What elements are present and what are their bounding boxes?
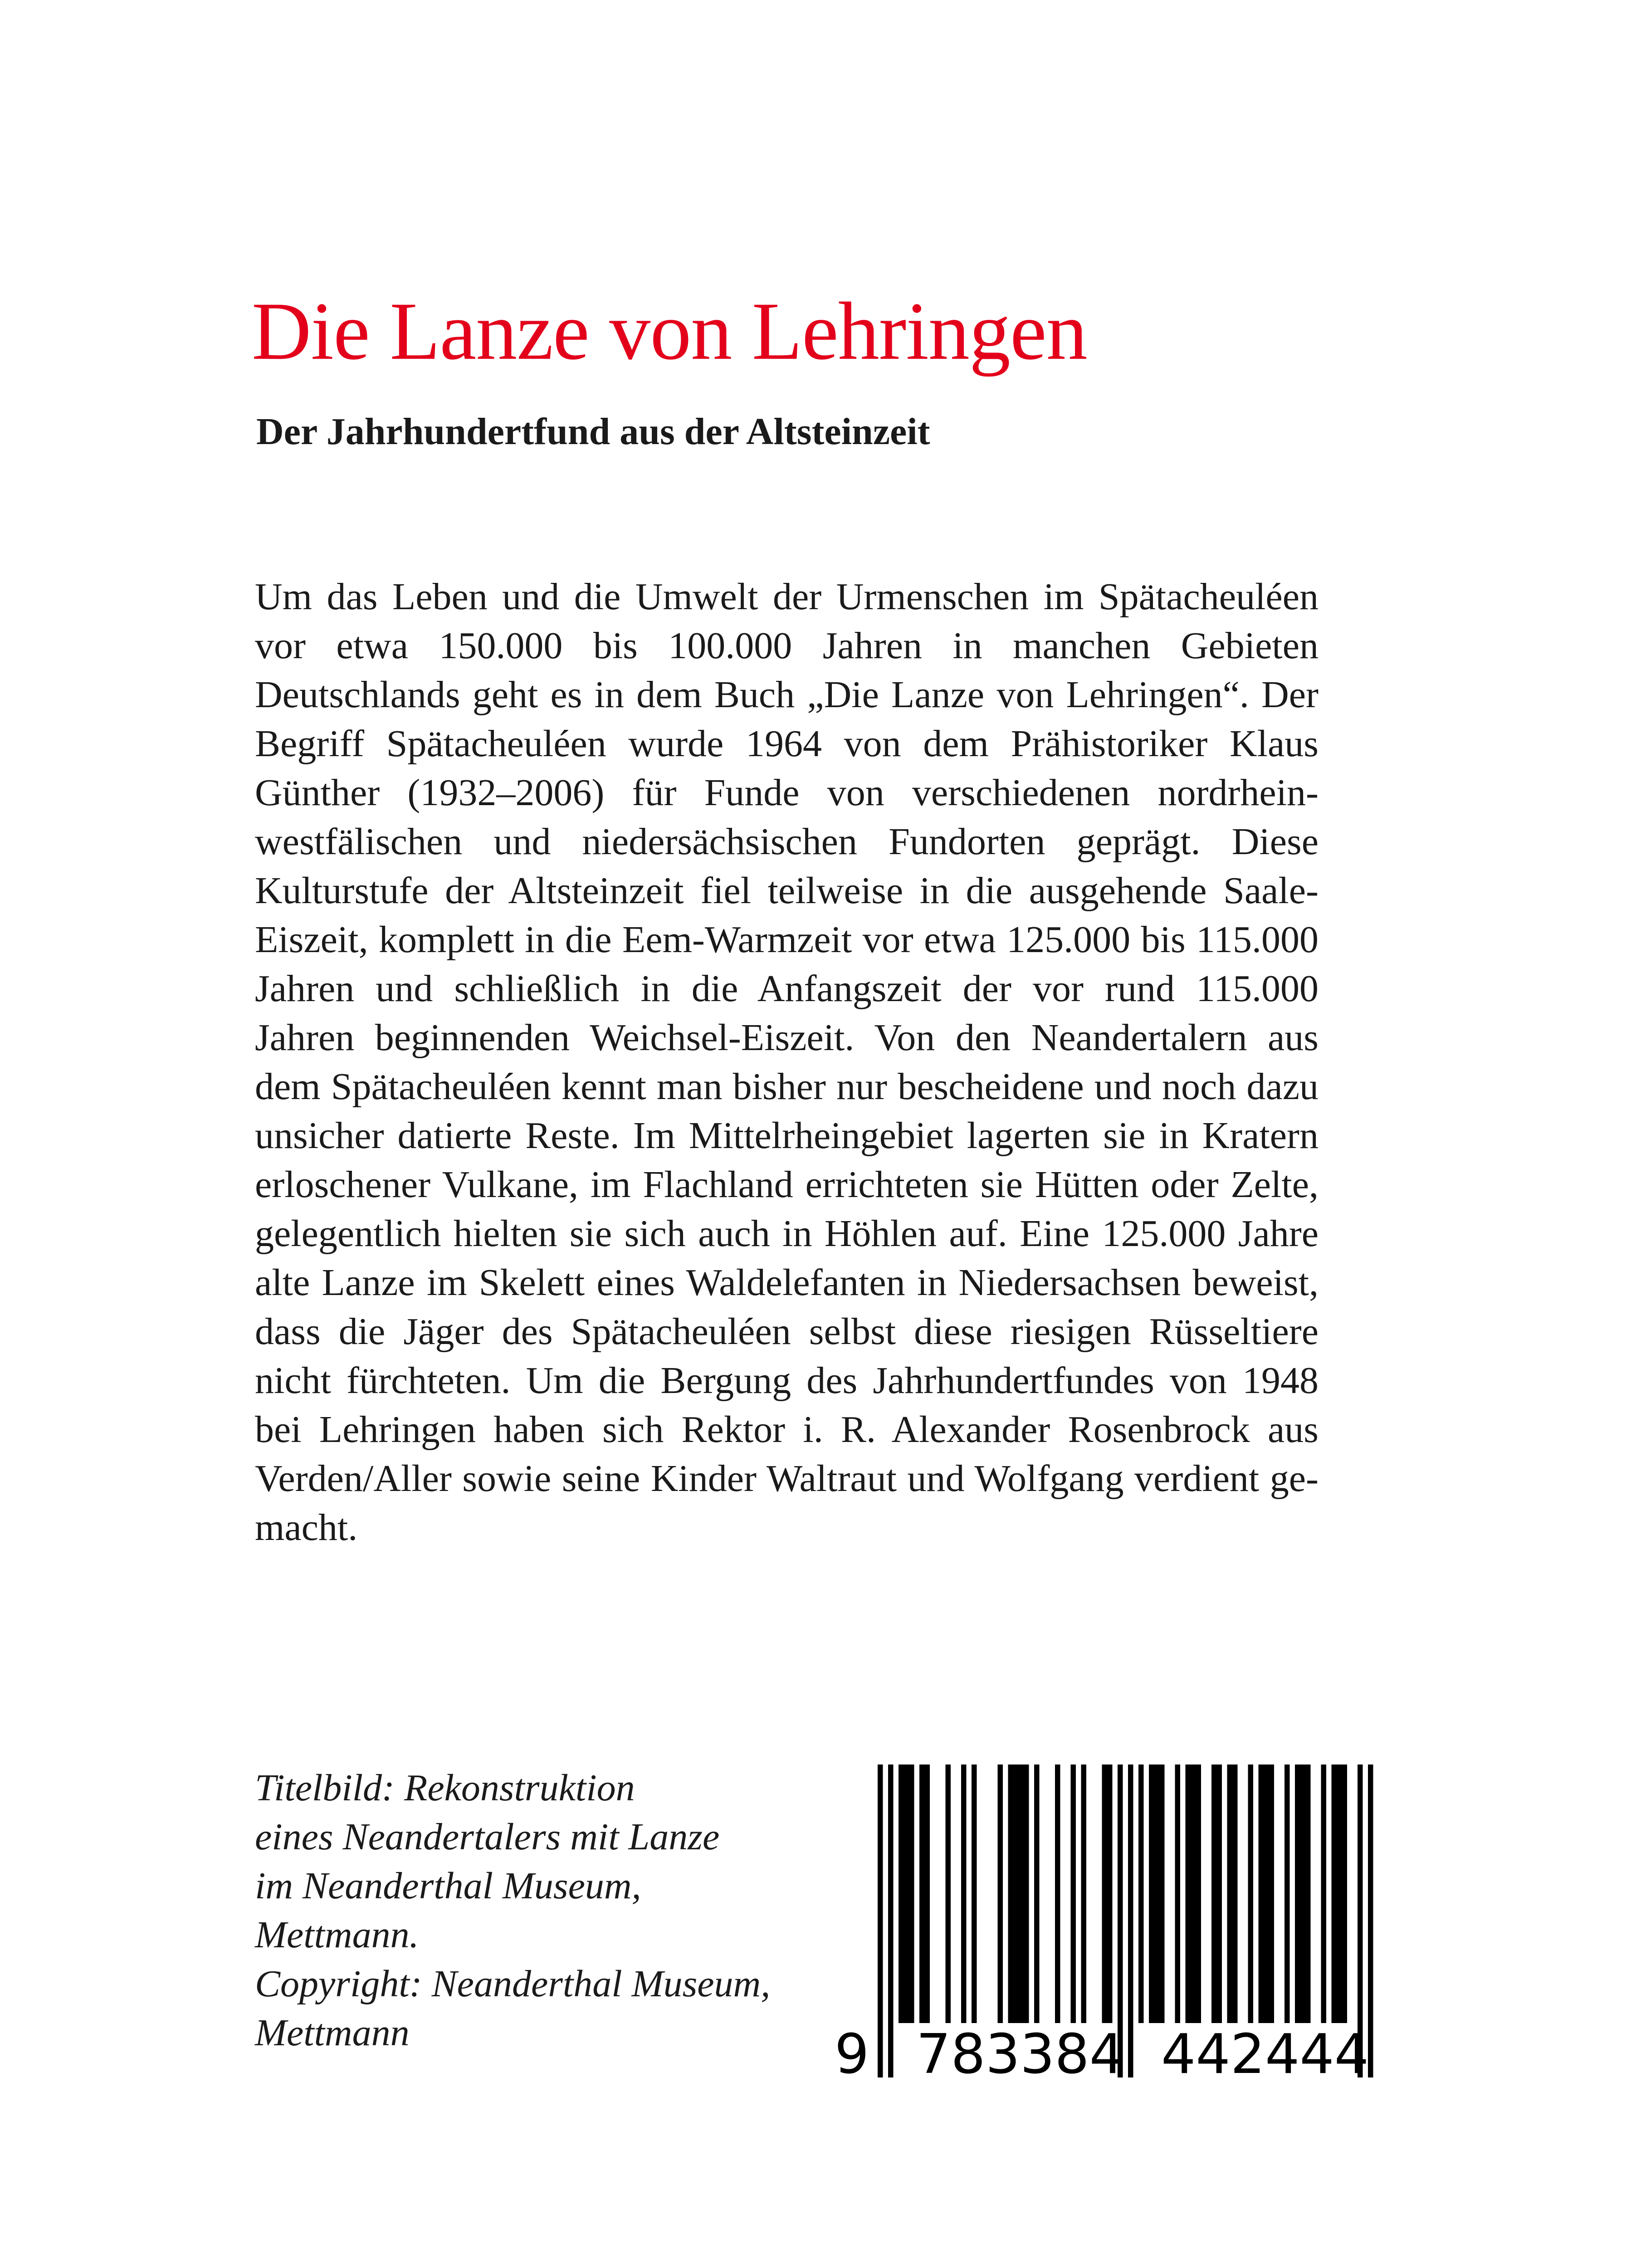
isbn-barcode <box>835 1765 1390 2087</box>
barcode-bar <box>1211 1765 1222 2023</box>
caption-line: Mettmann. <box>255 1914 419 1956</box>
barcode-bar <box>972 1765 977 2023</box>
barcode-bar <box>1102 1765 1113 2023</box>
barcode-bar <box>1175 1765 1181 2023</box>
barcode-bar <box>1186 1765 1201 2023</box>
book-subtitle: Der Jahrhundertfund aus der Altsteinzeit <box>256 411 930 453</box>
barcode-guard-bar <box>888 1765 894 2077</box>
barcode-bar <box>1332 1765 1348 2023</box>
barcode-bar <box>1149 1765 1165 2023</box>
barcode-bar <box>1248 1765 1254 2023</box>
barcode-bar <box>1321 1765 1327 2023</box>
barcode-guard-bar <box>878 1765 883 2077</box>
blurb-text: Um das Leben und die Umwelt der Urmenschen im Spätacheuléen vor etwa 150.000 bis 100.000 Jahren in manchen Gebieten Deutschlands geht es in dem Buch „Die Lanze von Lehringen“. Der Begriff Spätacheuléen wurde 1964 von dem Prähistoriker Klaus Günther (1932–2006) für Funde von verschiedenen nordrhein-westfälischen und niedersächsischen Fundorten geprägt. Diese Kulturstufe der Altsteinzeit fiel teilweise in die ausgehende Saale-Eiszeit, komplett in die Eem-Warmzeit vor etwa 125.000 bis 115.000 Jahren und schließlich in die Anfangszeit der vor rund 115.000 Jahren beginnenden Weichsel-Eiszeit. Von den Neandertalern aus dem Spätacheuléen kennt man bisher nur bescheidene und noch dazu unsicher datierte Reste. Im Mittelrheingebiet lagerten sie in Kratern erloschener Vulkane, im Flachland errichteten sie Hütten oder Zelte, gelegentlich hielten sie sich auch in Höhlen auf. Eine 125.000 Jahre alte Lanze im Skelett eines Waldelefanten in Niedersachsen beweist, dass die Jäger des Spätacheuléen selbst diese riesigen Rüsseltiere nicht fürchteten. Um die Bergung des Jahrhundertfundes von 1948 bei Lehringen haben sich Rektor i. R. Alexander Rosenbrock aus Verden/Aller sowie seine Kinder Waltraut und Wolfgang verdient gemacht. <box>255 576 1319 1549</box>
cover-image-caption <box>255 1764 854 2058</box>
barcode-bar <box>1081 1765 1087 2023</box>
caption-line: im Neanderthal Museum, <box>255 1865 641 1907</box>
barcode-bar <box>1071 1765 1076 2023</box>
barcode-bar <box>1227 1765 1238 2023</box>
barcode-digits-right: 442444 <box>1161 2023 1369 2086</box>
book-title: Die Lanze von Lehringen <box>252 286 1087 377</box>
caption-line: Copyright: Neanderthal Museum, <box>255 1963 771 2005</box>
caption-line: Titelbild: Rekonstruktion <box>255 1767 635 1809</box>
barcode-guard-bar <box>1128 1765 1133 2077</box>
caption-line: Mettmann <box>255 2012 410 2054</box>
barcode-digits-left: 783384 <box>916 2023 1124 2086</box>
barcode-digit-first: 9 <box>835 2023 869 2086</box>
barcode-bar <box>1008 1765 1029 2023</box>
barcode-bar <box>998 1765 1003 2023</box>
barcode-bar <box>899 1765 914 2023</box>
barcode-bar <box>1055 1765 1060 2023</box>
barcode-bar <box>1295 1765 1311 2023</box>
barcode-bar <box>946 1765 951 2023</box>
barcode-bar <box>1138 1765 1144 2023</box>
barcode-bar <box>1259 1765 1275 2023</box>
barcode-bar <box>1034 1765 1040 2023</box>
barcode-bar <box>919 1765 930 2023</box>
caption-line: eines Neandertalers mit Lanze <box>255 1816 720 1858</box>
barcode-bar <box>961 1765 967 2023</box>
barcode-bar <box>1284 1765 1290 2023</box>
